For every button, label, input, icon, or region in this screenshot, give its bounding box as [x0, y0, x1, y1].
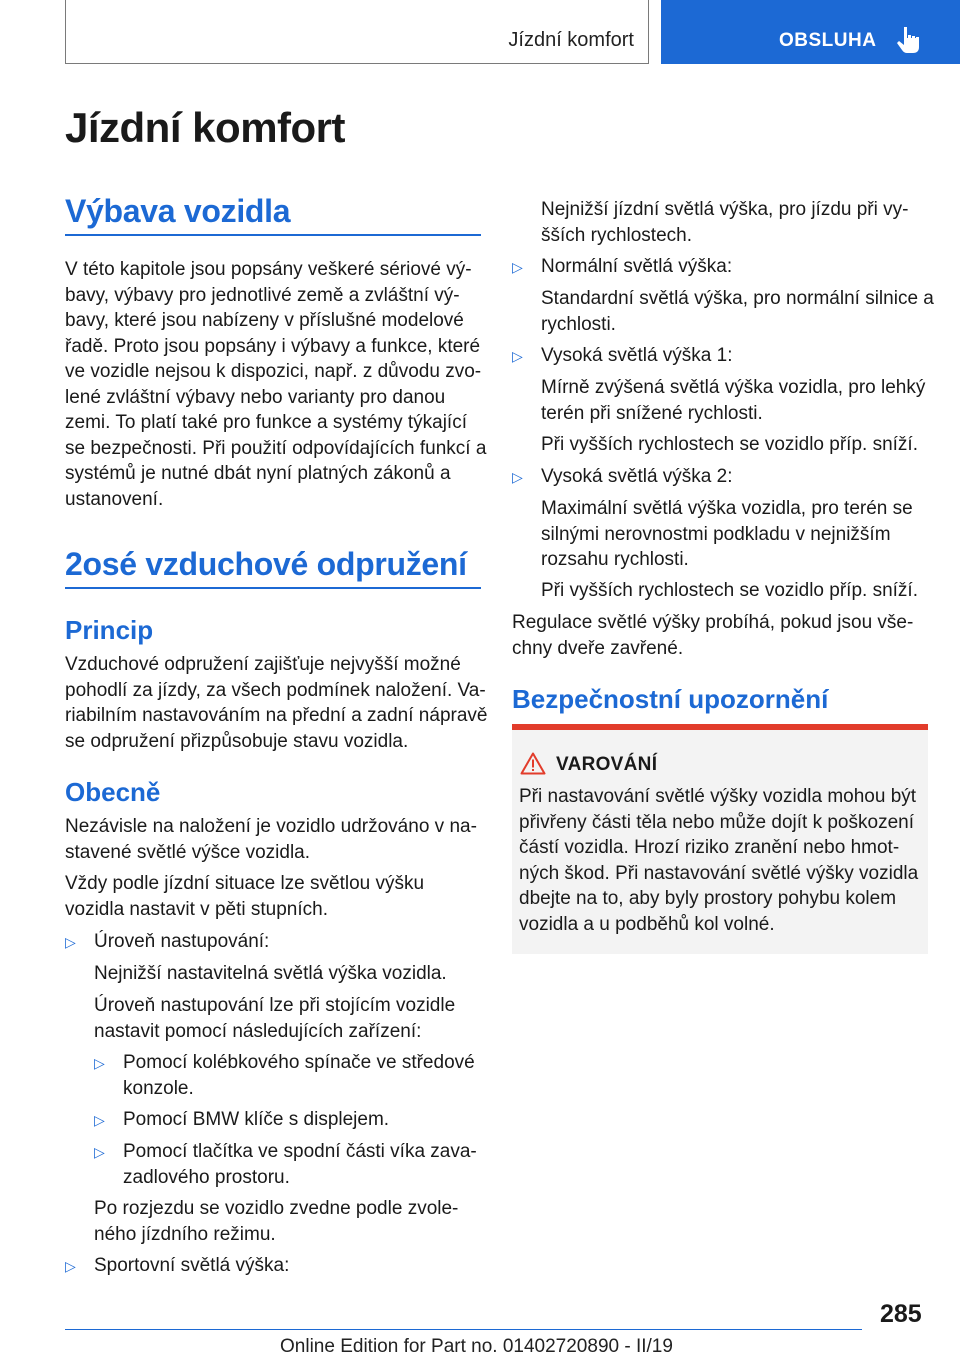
footer-edition: Online Edition for Part no. 01402720890 - II/19 [280, 1336, 673, 1357]
sub-item-bmw-klic: Pomocí BMW klíče s displejem. [123, 1109, 390, 1130]
sub-item-kolebkovy: konzole. [123, 1077, 194, 1099]
regulace-line: chny dveře zavřené. [512, 637, 684, 659]
warning-line: ných škod. Při nastavování světlé výšky vozidla [519, 862, 919, 884]
vys2-desc2: Při vyšších rychlostech se vozidlo příp. sníží. [541, 580, 918, 601]
after-sub-line: Po rozjezdu se vozidlo zvedne podle zvole‐ [94, 1198, 459, 1219]
heading-rule [65, 587, 481, 589]
sport-desc: Nejnižší jízdní světlá výška, pro jízdu při vy‐ [541, 199, 909, 220]
princip-line: pohodlí za jízdy, za všech podmínek naložení. Va‐ [65, 679, 486, 701]
obecne-line: Nezávisle na naložení je vozidlo udržováno v na‐ [65, 816, 477, 837]
warning-line: Při nastavování světlé výšky vozidla mohou být [519, 786, 917, 807]
warning-triangle-icon [520, 752, 546, 775]
bullet-triangle-icon: ▷ [94, 1144, 105, 1160]
item-sport: Sportovní světlá výška: [94, 1255, 290, 1276]
warning-line: přivřeny části těla nebo může dojít k poškození [519, 811, 914, 833]
princip-line: riabilním nastavováním na přední a zadní nápravě [65, 705, 488, 726]
vys2-desc: Maximální světlá výška vozidla, pro terén se [541, 498, 913, 519]
sub-item-kolebkovy: Pomocí kolébkového spínače ve středové [123, 1052, 475, 1073]
hand-pointer-icon [897, 26, 919, 54]
vybava-line: řadě. Proto jsou popsány i výbavy a funkce, které [65, 335, 481, 357]
page-number: 285 [880, 1300, 922, 1328]
heading-bezpecnostni: Bezpečnostní upozornění [512, 684, 829, 714]
princip-line: Vzduchové odpružení zajišťuje nejvyšší možné [65, 654, 461, 675]
vybava-line: V této kapitole jsou popsány veškeré sériové vý‐ [65, 259, 472, 280]
heading-vybava: Výbava vozidla [65, 193, 291, 229]
vybava-line: ustanovení. [65, 488, 164, 510]
obsluha-tab[interactable] [661, 0, 960, 64]
heading-princip: Princip [65, 615, 154, 645]
normal-desc: Standardní světlá výška, pro normální silnice a [541, 288, 934, 309]
vys2-desc: silnými nerovnostmi podkladu v nejnižším [541, 523, 891, 545]
vybava-line: zemi. To platí také pro funkce a systémy týkající [65, 412, 467, 433]
vys1-desc: Mírně zvýšená světlá výška vozidla, pro lehký [541, 377, 926, 398]
sport-desc: šších rychlostech. [541, 224, 692, 246]
obecne-line: Vždy podle jízdní situace lze světlou výšku [65, 873, 425, 894]
bullet-triangle-icon: ▷ [512, 469, 523, 485]
vys2-desc: rozsahu rychlosti. [541, 549, 689, 570]
bullet-triangle-icon: ▷ [512, 259, 523, 275]
vybava-line: se bezpečnosti. Při použití odpovídajících funkcí a [65, 437, 487, 459]
vys1-desc2: Při vyšších rychlostech se vozidlo příp. sníží. [541, 434, 918, 455]
warning-box [512, 724, 928, 954]
item-vys2: Vysoká světlá výška 2: [541, 466, 733, 487]
heading-rule [65, 234, 481, 236]
obecne-line: vozidla nastavit v pěti stupních. [65, 898, 328, 920]
bullet-triangle-icon: ▷ [94, 1055, 105, 1071]
obecne-line: stavené světlé výšce vozidla. [65, 841, 311, 863]
vybava-line: bavy, které jsou nabízeny v příslušné modelové [65, 310, 464, 331]
uroven-desc: Nejnižší nastavitelná světlá výška vozidla. [94, 963, 447, 984]
bullet-triangle-icon: ▷ [65, 934, 76, 950]
item-uroven: Úroveň nastupování: [94, 931, 270, 952]
header-section-box [65, 0, 649, 64]
page-title: Jízdní komfort [65, 104, 346, 151]
bullet-triangle-icon: ▷ [94, 1112, 105, 1128]
bullet-triangle-icon: ▷ [512, 348, 523, 364]
uroven-desc2: Úroveň nastupování lze při stojícím vozidle [94, 995, 456, 1016]
warning-line: dbejte na to, aby byly prostory pohybu kolem [519, 888, 897, 909]
vybava-line: bavy, výbavy pro jednotlivé země a zvláštní vý‐ [65, 284, 460, 306]
uroven-desc2: nastavit pomocí následujících zařízení: [94, 1020, 422, 1042]
obsluha-tab-label: OBSLUHA [779, 30, 877, 51]
warning-line: vozidla a u podběhů kol volné. [519, 913, 775, 935]
sub-item-tlacitko: Pomocí tlačítka ve spodní části víka zava‐ [123, 1141, 477, 1162]
footer-rule [65, 1329, 862, 1330]
vybava-line: ve vozidle nejsou k dispozici, např. z důvodu zvo‐ [65, 361, 482, 382]
regulace-line: Regulace světlé výšky probíhá, pokud jsou vše‐ [512, 612, 914, 633]
heading-obecne: Obecně [65, 777, 161, 807]
princip-line: se odpružení přizpůsobuje stavu vozidla. [65, 730, 409, 752]
sub-item-tlacitko: zadlového prostoru. [123, 1166, 290, 1188]
header-section-title: Jízdní komfort [508, 29, 634, 51]
warning-bar [512, 724, 928, 730]
normal-desc: rychlosti. [541, 313, 616, 335]
after-sub-line: ného jízdního režimu. [94, 1223, 276, 1245]
vybava-line: systémů je nutné dbát nyní platných zákonů a [65, 463, 451, 484]
warning-title: VAROVÁNÍ [556, 754, 658, 775]
vys1-desc: terén při snížené rychlosti. [541, 402, 763, 424]
bullet-triangle-icon: ▷ [65, 1258, 76, 1274]
item-normal: Normální světlá výška: [541, 256, 733, 277]
warning-line: částí vozidla. Hrozí riziko zranění nebo hmot‐ [519, 837, 900, 858]
vybava-line: lené zvláštní výbavy nebo varianty pro danou [65, 386, 446, 408]
item-vys1: Vysoká světlá výška 1: [541, 345, 733, 366]
heading-odpruzeni: 2osé vzduchové odpružení [65, 546, 467, 582]
